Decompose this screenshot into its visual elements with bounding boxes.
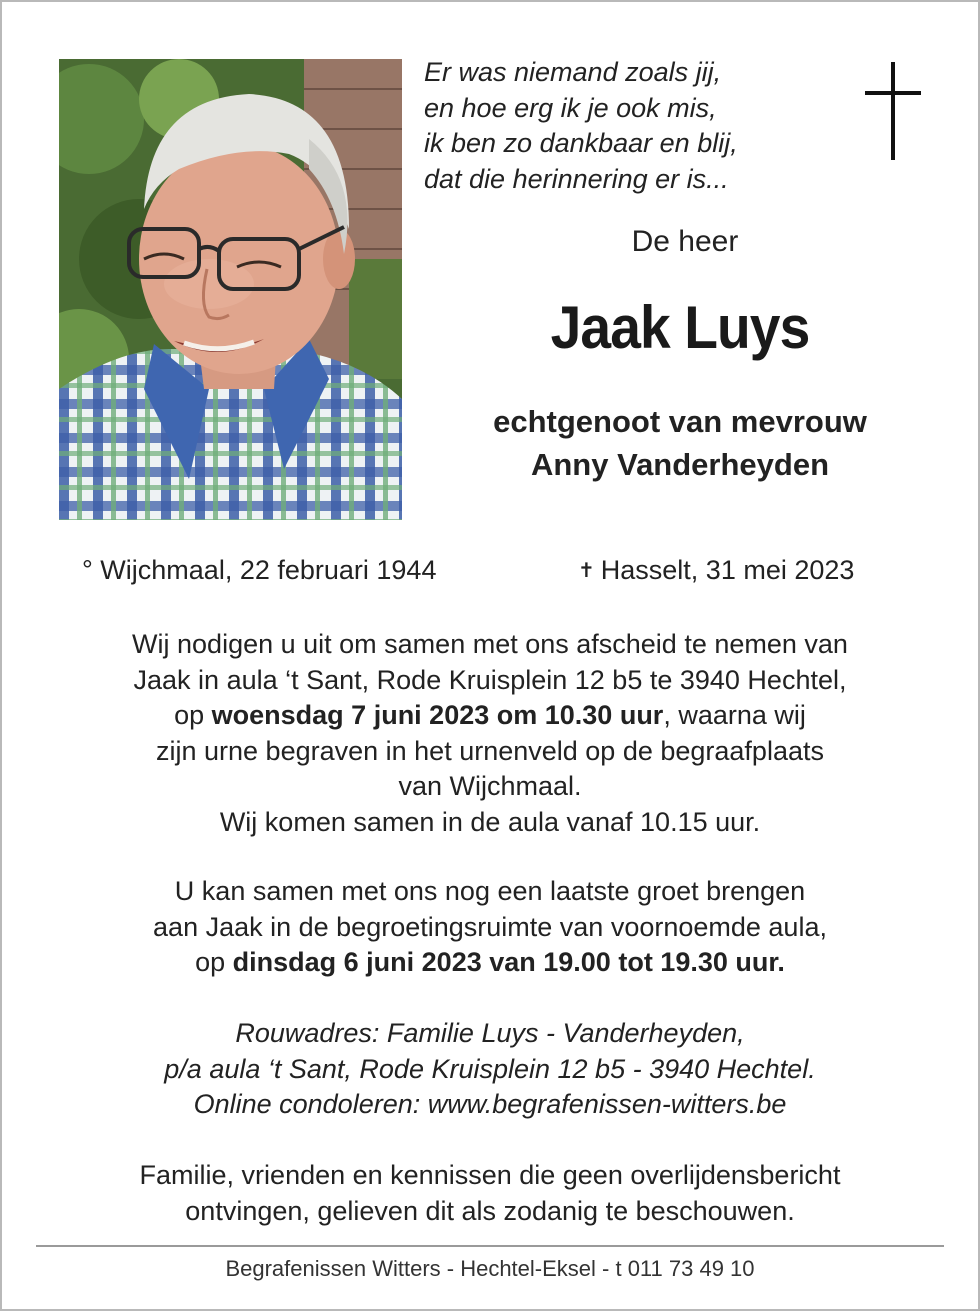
ceremony-line-3-post: , waarna wij (663, 700, 806, 730)
address-line-1: Rouwadres: Familie Luys - Vanderheyden, (235, 1018, 745, 1048)
poem-line: en hoe erg ik je ook mis, (424, 92, 717, 123)
ceremony-line-3 (40, 698, 940, 734)
poem-line: ik ben zo dankbaar en blij, (424, 128, 738, 158)
address-line-3: Online condoleren: www.begrafenissen-witters.be (193, 1089, 787, 1119)
deceased-name: Jaak Luys (550, 294, 810, 361)
ceremony-datetime: woensdag 7 juni 2023 om 10.30 uur (211, 700, 664, 730)
title-prefix: De heer (631, 225, 739, 258)
ceremony-line-6: Wij komen samen in de aula vanaf 10.15 uur. (219, 806, 761, 837)
viewing-line-2: aan Jaak in de begroetingsruimte van voornoemde aula, (153, 911, 827, 942)
viewing-datetime: dinsdag 6 juni 2023 van 19.00 tot 19.30 uur. (232, 947, 785, 977)
address-line-2: p/a aula ‘t Sant, Rode Kruisplein 12 b5 - 3940 Hechtel. (164, 1053, 816, 1084)
viewing-line-3 (40, 945, 940, 981)
cross-icon (863, 62, 923, 160)
ceremony-line-2: Jaak in aula ‘t Sant, Rode Kruisplein 12 b5 te 3940 Hechtel, (133, 664, 847, 695)
ceremony-line-5: van Wijchmaal. (398, 771, 582, 801)
ceremony-paragraph (40, 627, 940, 840)
ceremony-line-4: zijn urne begraven in het urnenveld op de begraafplaats (156, 735, 824, 766)
birth-info: ° Wijchmaal, 22 februari 1944 (82, 555, 437, 585)
notice-line-2: ontvingen, gelieven dit als zodanig te beschouwen. (185, 1195, 795, 1226)
portrait-photo (59, 59, 402, 520)
funeral-home-footer: Begrafenissen Witters - Hechtel-Eksel - t 011 73 49 10 (225, 1256, 755, 1281)
spouse-line-1: echtgenoot van mevrouw (493, 404, 867, 439)
footer-divider (36, 1245, 944, 1247)
notice-paragraph (40, 1158, 940, 1229)
spouse-line-2: Anny Vanderheyden (530, 447, 830, 482)
poem-line: dat die herinnering er is... (424, 163, 729, 194)
ceremony-line-3-pre: op (174, 700, 212, 730)
life-dates (0, 555, 980, 595)
death-cross-icon: ✝ (578, 560, 595, 582)
viewing-line-1: U kan samen met ons nog een laatste groet brengen (174, 876, 806, 906)
spouse-info (420, 400, 940, 486)
portrait-illustration (59, 59, 402, 520)
death-place-date: Hasselt, 31 mei 2023 (600, 555, 855, 585)
viewing-line-3-pre: op (195, 947, 233, 977)
viewing-paragraph (40, 874, 940, 981)
address-paragraph (40, 1016, 940, 1123)
notice-line-1: Familie, vrienden en kennissen die geen overlijdensbericht (139, 1160, 841, 1190)
ceremony-line-1: Wij nodigen u uit om samen met ons afscheid te nemen van (132, 629, 848, 659)
poem-line: Er was niemand zoals jij, (424, 57, 722, 87)
memorial-poem (424, 55, 738, 197)
death-info (578, 555, 854, 586)
